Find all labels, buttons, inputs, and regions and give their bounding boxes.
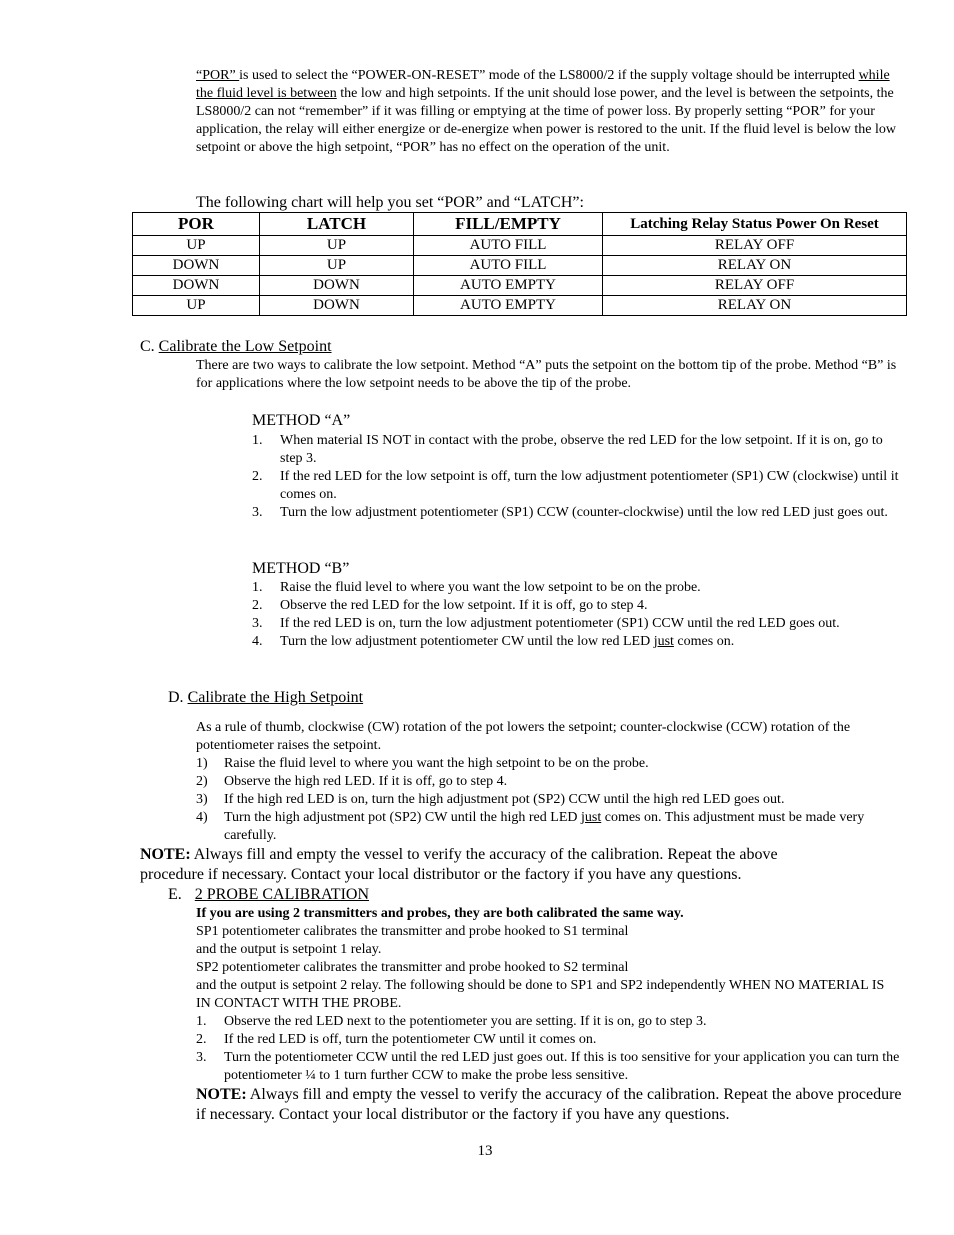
table-cell: RELAY ON <box>603 256 907 276</box>
step-number: 1. <box>196 1014 207 1029</box>
step-text: Turn the high adjustment pot (SP2) CW until the high red LED <box>224 810 581 825</box>
table-header-row <box>133 213 907 236</box>
step-number: 2. <box>252 469 263 484</box>
table-row <box>133 256 907 276</box>
section-d-steps <box>196 755 902 845</box>
note-text: Always fill and empty the vessel to verify the accuracy of the calibration. Repeat the above procedure if necessary. Contact your local distributor or the factory if you have any questions. <box>196 1086 902 1123</box>
list-item <box>196 1013 902 1031</box>
table-cell: RELAY ON <box>603 296 907 316</box>
section-c-heading <box>140 337 332 357</box>
emphasis-just: just <box>653 634 674 649</box>
step-text: Turn the potentiometer CCW until the red LED just goes out. If this is too sensitive for your application you can turn the potentiometer ¼ to 1 turn further CCW to make the probe less sensitive. <box>224 1050 900 1083</box>
step-text: Observe the high red LED. If it is off, go to step 4. <box>224 774 508 789</box>
step-text: Observe the red LED next to the potentiometer you are setting. If it is on, go to step 3. <box>224 1014 707 1029</box>
table-cell: DOWN <box>133 256 260 276</box>
section-title: Calibrate the Low Setpoint <box>158 338 332 355</box>
section-title: Calibrate the High Setpoint <box>187 689 364 706</box>
section-letter: C. <box>140 338 159 355</box>
step-text-cont: comes on. This adjustment must be made very carefully. <box>224 810 865 843</box>
step-text: Turn the low adjustment potentiometer (SP1) CCW (counter-clockwise) until the low red LED just goes out. <box>280 505 888 520</box>
section-letter: D. <box>168 689 188 706</box>
list-item <box>252 504 902 522</box>
table-cell: UP <box>260 236 414 256</box>
section-e-para: and the output is setpoint 2 relay. The following should be done to SP1 and SP2 independently WHEN NO MATERIAL IS IN CONTACT WITH THE PROBE. <box>196 978 885 1011</box>
step-number: 3. <box>252 616 263 631</box>
page-number: 13 <box>477 1143 493 1159</box>
section-d-heading <box>168 688 363 708</box>
por-latch-table <box>132 212 907 316</box>
step-text: Observe the red LED for the low setpoint. If it is off, go to step 4. <box>280 598 648 613</box>
section-e-line: and the output is setpoint 1 relay. <box>196 942 382 957</box>
table-header-cell: LATCH <box>260 213 414 236</box>
table-cell: AUTO EMPTY <box>414 276 603 296</box>
list-item <box>196 773 902 791</box>
method-b-steps <box>252 579 902 651</box>
method-a-title: METHOD “A” <box>252 412 351 429</box>
note-text: Always fill and empty the vessel to verify the accuracy of the calibration. Repeat the above procedure if necessary. Contact your local distributor or the factory if you have any questions. <box>140 846 778 883</box>
step-number: 4. <box>252 634 263 649</box>
list-item <box>196 1031 902 1049</box>
por-paragraph <box>196 67 902 157</box>
step-text: If the red LED for the low setpoint is off, turn the low adjustment potentiometer (SP1) CW (clockwise) until it comes on. <box>280 469 899 502</box>
table-cell: UP <box>133 236 260 256</box>
table-header-cell: Latching Relay Status Power On Reset <box>603 213 907 236</box>
step-text-cont: comes on. <box>673 634 735 649</box>
step-text: If the high red LED is on, turn the high adjustment pot (SP2) CCW until the high red LED goes out. <box>224 792 785 807</box>
step-number: 1. <box>252 580 263 595</box>
step-text: Turn the low adjustment potentiometer CW until the low red LED <box>280 634 654 649</box>
list-item <box>252 432 902 468</box>
list-item <box>196 1049 902 1085</box>
method-b-title: METHOD “B” <box>252 560 350 577</box>
por-text-cont: the low and high setpoints. If the unit should lose power, and the level is between the setpoints, the LS8000/2 can not “remember” if it was filling or emptying at the time of power loss. By properly setting “POR” for your application, the relay will either energize or de-energize when power is restored to the unit. If the fluid level is below the low setpoint or above the high setpoint, “POR” has no effect on the operation of the unit. <box>196 86 897 155</box>
step-text: If the red LED is on, turn the low adjustment potentiometer (SP1) CCW until the red LED goes out. <box>280 616 840 631</box>
por-text: is used to select the “POWER-ON-RESET” mode of the LS8000/2 if the supply voltage should be interrupted <box>239 68 859 83</box>
list-item <box>252 468 902 504</box>
emphasis-just: just <box>581 810 602 825</box>
section-e-heading <box>168 885 369 905</box>
note-2 <box>196 1085 902 1125</box>
step-number: 2. <box>196 1032 207 1047</box>
table-header-cell: POR <box>133 213 260 236</box>
list-item <box>252 615 902 633</box>
table-cell: UP <box>133 296 260 316</box>
section-letter: E. <box>168 886 182 903</box>
section-e-bold-line: If you are using 2 transmitters and probes, they are both calibrated the same way. <box>196 906 684 921</box>
table-cell: DOWN <box>260 296 414 316</box>
step-number: 1) <box>196 756 208 771</box>
step-number: 2) <box>196 774 208 789</box>
section-e-line: SP1 potentiometer calibrates the transmitter and probe hooked to S1 terminal <box>196 924 629 939</box>
por-term: “POR” <box>196 68 240 83</box>
step-number: 2. <box>252 598 263 613</box>
table-cell: DOWN <box>260 276 414 296</box>
step-number: 3. <box>196 1050 207 1065</box>
step-number: 1. <box>252 433 263 448</box>
table-row <box>133 236 907 256</box>
section-e-line: SP2 potentiometer calibrates the transmitter and probe hooked to S2 terminal <box>196 960 629 975</box>
section-title: 2 PROBE CALIBRATION <box>194 886 370 903</box>
por-underlined-phrase: while the fluid level is between <box>196 68 890 101</box>
step-text: When material IS NOT in contact with the probe, observe the red LED for the low setpoint. If it is on, go to step 3. <box>280 433 883 466</box>
section-c-intro: There are two ways to calibrate the low setpoint. Method “A” puts the setpoint on the bottom tip of the probe. Method “B” is for applications where the low setpoint needs to be above the tip of the probe. <box>196 358 897 391</box>
list-item <box>196 791 902 809</box>
table-cell: AUTO FILL <box>414 256 603 276</box>
step-text: If the red LED is off, turn the potentiometer CW until it comes on. <box>224 1032 597 1047</box>
method-a-steps <box>252 432 902 522</box>
note-label: NOTE: <box>140 846 191 863</box>
step-text: Raise the fluid level to where you want the low setpoint to be on the probe. <box>280 580 701 595</box>
step-number: 4) <box>196 810 208 825</box>
step-text: Raise the fluid level to where you want the high setpoint to be on the probe. <box>224 756 649 771</box>
note-1 <box>140 845 840 885</box>
table-row <box>133 276 907 296</box>
note-label: NOTE: <box>196 1086 247 1103</box>
section-e-body <box>196 905 902 1085</box>
step-number: 3. <box>252 505 263 520</box>
table-cell: DOWN <box>133 276 260 296</box>
section-d-intro: As a rule of thumb, clockwise (CW) rotation of the pot lowers the setpoint; counter-clockwise (CCW) rotation of the potentiometer raises the setpoint. <box>196 720 851 753</box>
list-item <box>252 633 902 651</box>
table-cell: RELAY OFF <box>603 236 907 256</box>
section-e-steps <box>196 1013 902 1085</box>
table-row <box>133 296 907 316</box>
chart-intro: The following chart will help you set “POR” and “LATCH”: <box>196 194 584 211</box>
table-cell: UP <box>260 256 414 276</box>
table-header-cell: FILL/EMPTY <box>414 213 603 236</box>
list-item <box>252 597 902 615</box>
list-item <box>196 755 902 773</box>
list-item <box>196 809 902 845</box>
step-number: 3) <box>196 792 208 807</box>
table-cell: AUTO EMPTY <box>414 296 603 316</box>
list-item <box>252 579 902 597</box>
table-cell: RELAY OFF <box>603 276 907 296</box>
table-cell: AUTO FILL <box>414 236 603 256</box>
